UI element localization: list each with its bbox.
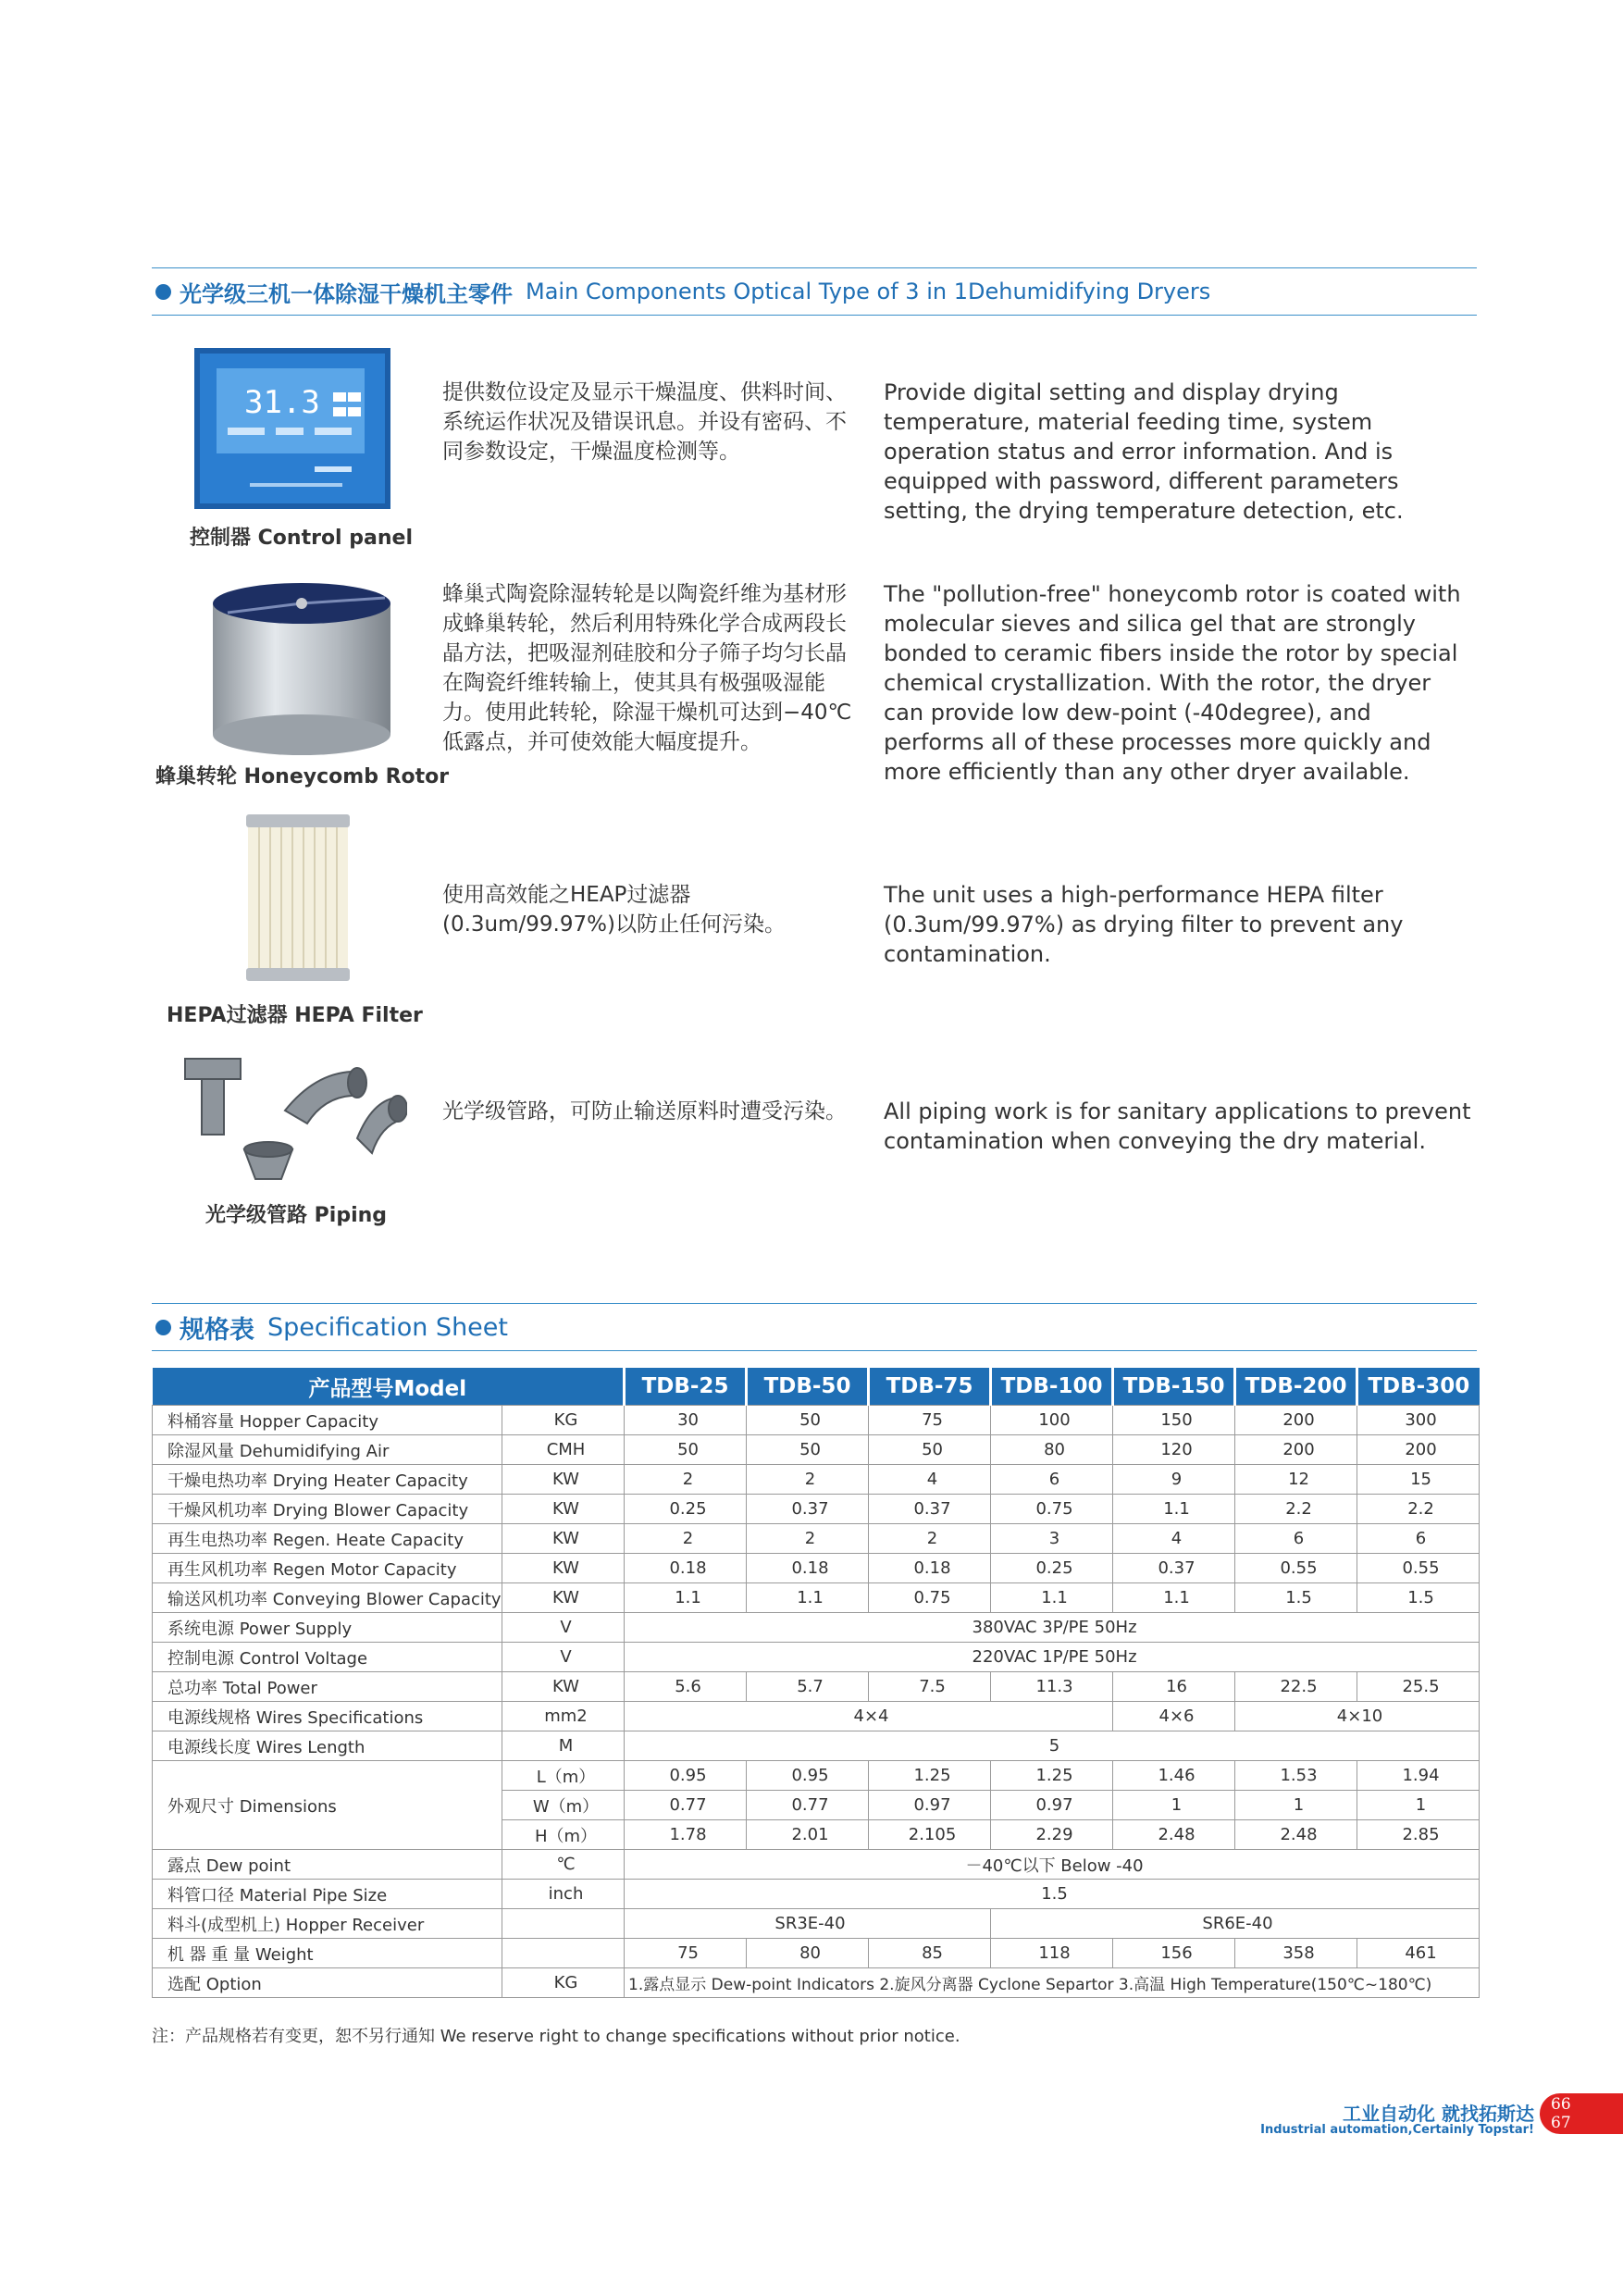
param-label: 露点 Dew point (153, 1850, 502, 1880)
value-cell: 50 (625, 1435, 747, 1465)
value-cell: 12 (1235, 1465, 1357, 1495)
page-number-tab (1540, 2093, 1623, 2134)
value-cell: 4 (869, 1465, 991, 1495)
value-cell: 0.37 (747, 1495, 869, 1524)
bullet-icon (155, 284, 171, 300)
value-cell: 2.85 (1357, 1820, 1480, 1850)
value-cell: 1 (1235, 1791, 1357, 1820)
unit-cell: mm2 (502, 1702, 625, 1731)
value-cell: 0.25 (625, 1495, 747, 1524)
value-cell: 80 (747, 1939, 869, 1968)
value-cell: 30 (625, 1406, 747, 1435)
value-cell: 6 (1235, 1524, 1357, 1554)
table-row (153, 1850, 1480, 1880)
value-cell: 0.55 (1235, 1554, 1357, 1583)
section-title-en: Specification Sheet (267, 1312, 508, 1342)
value-cell: 118 (991, 1939, 1113, 1968)
table-row (153, 1909, 1480, 1939)
value-cell: 0.18 (869, 1554, 991, 1583)
table-row (153, 1524, 1480, 1554)
value-cell: 0.18 (625, 1554, 747, 1583)
param-label: 选配 Option (153, 1968, 502, 1998)
value-cell: 380VAC 3P/PE 50Hz (625, 1613, 1480, 1643)
unit-cell: L（m） (502, 1761, 625, 1791)
caption-honeycomb-rotor: 蜂巢转轮 Honeycomb Rotor (155, 765, 450, 788)
table-row (153, 1435, 1480, 1465)
header-model-name: TDB-75 (869, 1368, 991, 1406)
value-cell: 0.77 (625, 1791, 747, 1820)
value-cell: 2 (625, 1524, 747, 1554)
param-label: 总功率 Total Power (153, 1672, 502, 1702)
value-cell: 4×10 (1235, 1702, 1480, 1731)
table-row (153, 1761, 1480, 1791)
value-cell: 1.25 (869, 1761, 991, 1791)
value-cell: 50 (869, 1435, 991, 1465)
unit-cell: CMH (502, 1435, 625, 1465)
value-cell: 0.97 (991, 1791, 1113, 1820)
value-cell: 1.5 (1357, 1583, 1480, 1613)
table-row (153, 1554, 1480, 1583)
table-row (153, 1406, 1480, 1435)
value-cell: 0.75 (991, 1495, 1113, 1524)
value-cell: 0.25 (991, 1554, 1113, 1583)
desc-en-control-panel: Provide digital setting and display drying temperature, material feeding time, system operation status and error information. And is equipped with password, different parameters setting, the drying temperature detection, etc. (884, 379, 1404, 524)
value-cell: 0.55 (1357, 1554, 1480, 1583)
value-cell: 300 (1357, 1406, 1480, 1435)
unit-cell: KW (502, 1583, 625, 1613)
table-row (153, 1465, 1480, 1495)
value-cell: 2.01 (747, 1820, 869, 1850)
value-cell: 2 (869, 1524, 991, 1554)
param-label: 电源线规格 Wires Specifications (153, 1702, 502, 1731)
section-header-spec (152, 1303, 1477, 1351)
unit-cell: M (502, 1731, 625, 1761)
footer-slogan-en: Industrial automation,Certainly Topstar! (1260, 2123, 1534, 2137)
param-label: 料桶容量 Hopper Capacity (153, 1406, 502, 1435)
value-cell: 1.78 (625, 1820, 747, 1850)
value-cell: 2.105 (869, 1820, 991, 1850)
control-panel-reading: 31.3 (244, 384, 320, 421)
table-row (153, 1702, 1480, 1731)
control-panel-image (194, 348, 390, 509)
param-label: 输送风机功率 Conveying Blower Capacity (153, 1583, 502, 1613)
value-cell: 1.1 (747, 1583, 869, 1613)
param-label: 外观尺寸 Dimensions (153, 1761, 502, 1850)
spec-table (152, 1368, 1480, 1998)
param-label: 料斗(成型机上) Hopper Receiver (153, 1909, 502, 1939)
honeycomb-rotor-image (209, 581, 394, 759)
value-cell: 2.48 (1113, 1820, 1235, 1850)
value-cell: 1.46 (1113, 1761, 1235, 1791)
value-cell: 2.2 (1235, 1495, 1357, 1524)
header-model-name: TDB-100 (991, 1368, 1113, 1406)
value-cell: 120 (1113, 1435, 1235, 1465)
value-cell: 0.37 (869, 1495, 991, 1524)
value-cell: 4×6 (1113, 1702, 1235, 1731)
unit-cell: KW (502, 1465, 625, 1495)
desc-zh-hepa-filter: 使用高效能之HEAP过滤器(0.3um/99.97%)以防止任何污染。 (442, 883, 786, 937)
value-cell: 1.1 (1113, 1495, 1235, 1524)
param-label: 再生电热功率 Regen. Heate Capacity (153, 1524, 502, 1554)
value-cell: 1.94 (1357, 1761, 1480, 1791)
unit-cell (502, 1909, 625, 1939)
value-cell: 1.1 (625, 1583, 747, 1613)
page-number: 66 (1551, 2095, 1571, 2114)
unit-cell: KG (502, 1406, 625, 1435)
page-number: 67 (1551, 2114, 1571, 2132)
table-row (153, 1939, 1480, 1968)
value-cell: 0.97 (869, 1791, 991, 1820)
value-cell: 156 (1113, 1939, 1235, 1968)
value-cell: 1 (1113, 1791, 1235, 1820)
unit-cell: W（m） (502, 1791, 625, 1820)
value-cell: 2 (747, 1524, 869, 1554)
value-cell: 0.95 (625, 1761, 747, 1791)
caption-hepa-filter: HEPA过滤器 HEPA Filter (167, 1004, 423, 1027)
value-cell: 1.5 (625, 1880, 1480, 1909)
value-cell: 200 (1235, 1406, 1357, 1435)
unit-cell: inch (502, 1880, 625, 1909)
value-cell: 1.1 (1113, 1583, 1235, 1613)
value-cell: 5.6 (625, 1672, 747, 1702)
value-cell: 461 (1357, 1939, 1480, 1968)
value-cell: 0.95 (747, 1761, 869, 1791)
param-label: 控制电源 Control Voltage (153, 1643, 502, 1672)
value-cell: 85 (869, 1939, 991, 1968)
table-row (153, 1880, 1480, 1909)
unit-cell: H（m） (502, 1820, 625, 1850)
unit-cell: KW (502, 1672, 625, 1702)
value-cell: SR6E-40 (991, 1909, 1480, 1939)
table-row (153, 1968, 1480, 1998)
value-cell: 7.5 (869, 1672, 991, 1702)
value-cell: 2 (625, 1465, 747, 1495)
value-cell: 1.25 (991, 1761, 1113, 1791)
value-cell: 5.7 (747, 1672, 869, 1702)
value-cell: 6 (991, 1465, 1113, 1495)
value-cell: 1.1 (991, 1583, 1113, 1613)
value-cell: 15 (1357, 1465, 1480, 1495)
value-cell: 25.5 (1357, 1672, 1480, 1702)
param-label: 机 器 重 量 Weight (153, 1939, 502, 1968)
value-cell: 5 (625, 1731, 1480, 1761)
value-cell: －40℃以下 Below -40 (625, 1850, 1480, 1880)
bullet-icon (155, 1320, 171, 1335)
value-cell: 1.5 (1235, 1583, 1357, 1613)
unit-cell: V (502, 1643, 625, 1672)
param-label: 电源线长度 Wires Length (153, 1731, 502, 1761)
table-header-row (153, 1368, 1480, 1406)
value-cell: 16 (1113, 1672, 1235, 1702)
table-row (153, 1672, 1480, 1702)
section-title-zh: 光学级三机一体除湿干燥机主零件 (180, 280, 513, 307)
header-model: 产品型号Model (153, 1368, 625, 1406)
value-cell: 4 (1113, 1524, 1235, 1554)
value-cell: 0.37 (1113, 1554, 1235, 1583)
value-cell: 80 (991, 1435, 1113, 1465)
value-cell: 100 (991, 1406, 1113, 1435)
value-cell: 22.5 (1235, 1672, 1357, 1702)
table-row (153, 1495, 1480, 1524)
value-cell: 6 (1357, 1524, 1480, 1554)
header-model-name: TDB-150 (1113, 1368, 1235, 1406)
table-row (153, 1643, 1480, 1672)
value-cell: 50 (747, 1435, 869, 1465)
desc-en-hepa-filter: The unit uses a high-performance HEPA filter (0.3um/99.97%) as drying filter to prevent any contamination. (884, 882, 1404, 967)
param-label: 系统电源 Power Supply (153, 1613, 502, 1643)
table-row (153, 1613, 1480, 1643)
hepa-filter-image (246, 813, 350, 983)
value-cell: 2 (747, 1465, 869, 1495)
desc-zh-control-panel: 提供数位设定及显示干燥温度、供料时间、系统运作状况及错误讯息。并设有密码、不同参数设定，干燥温度检测等。 (442, 380, 847, 464)
value-cell: 1.露点显示 Dew-point Indicators 2.旋风分离器 Cyclone Separtor 3.高温 High Temperature(150℃~180℃) (625, 1968, 1480, 1998)
value-cell: 75 (625, 1939, 747, 1968)
header-model-name: TDB-200 (1235, 1368, 1357, 1406)
value-cell: SR3E-40 (625, 1909, 991, 1939)
unit-cell: KG (502, 1968, 625, 1998)
footer-slogan-zh: 工业自动化 就找拓斯达 (1343, 2103, 1534, 2125)
unit-cell: V (502, 1613, 625, 1643)
value-cell: 2.29 (991, 1820, 1113, 1850)
value-cell: 4×4 (625, 1702, 1113, 1731)
value-cell: 50 (747, 1406, 869, 1435)
value-cell: 2.2 (1357, 1495, 1480, 1524)
value-cell: 2.48 (1235, 1820, 1357, 1850)
value-cell: 220VAC 1P/PE 50Hz (625, 1643, 1480, 1672)
unit-cell: KW (502, 1554, 625, 1583)
unit-cell: KW (502, 1495, 625, 1524)
header-model-name: TDB-300 (1357, 1368, 1480, 1406)
caption-control-panel: 控制器 Control panel (190, 527, 413, 550)
desc-zh-honeycomb-rotor: 蜂巢式陶瓷除湿转轮是以陶瓷纤维为基材形成蜂巢转轮，然后利用特殊化学合成两段长晶方法，把吸湿剂硅胶和分子筛子均匀长晶在陶瓷纤维转输上，使其具有极强吸湿能力。使用此转轮，除湿干燥机可达到−40℃低露点，并可使效能大幅度提升。 (442, 582, 852, 754)
section-header-components (152, 267, 1477, 316)
desc-en-piping: All piping work is for sanitary applications to prevent contamination when conveying the dry material. (884, 1098, 1471, 1154)
footnote: 注：产品规格若有变更，恕不另行通知 We reserve right to change specifications without prior notice. (152, 2027, 960, 2046)
table-row (153, 1731, 1480, 1761)
value-cell: 9 (1113, 1465, 1235, 1495)
header-model-name: TDB-50 (747, 1368, 869, 1406)
param-label: 料管口径 Material Pipe Size (153, 1880, 502, 1909)
piping-image (176, 1046, 407, 1185)
param-label: 再生风机功率 Regen Motor Capacity (153, 1554, 502, 1583)
header-model-name: TDB-25 (625, 1368, 747, 1406)
value-cell: 150 (1113, 1406, 1235, 1435)
value-cell: 0.18 (747, 1554, 869, 1583)
value-cell: 75 (869, 1406, 991, 1435)
value-cell: 1 (1357, 1791, 1480, 1820)
unit-cell: KW (502, 1524, 625, 1554)
value-cell: 0.75 (869, 1583, 991, 1613)
value-cell: 3 (991, 1524, 1113, 1554)
section-title-en: Main Components Optical Type of 3 in 1Dehumidifying Dryers (526, 279, 1211, 304)
unit-cell (502, 1939, 625, 1968)
desc-en-honeycomb-rotor: The "pollution-free" honeycomb rotor is coated with molecular sieves and silica gel that are strongly bonded to ceramic fibers inside the rotor by special chemical crystallization. With the rotor, the dryer can provide low dew-point (-40degree), and performs all of these processes more quickly and more efficiently than any other dryer available. (884, 581, 1461, 785)
value-cell: 1.53 (1235, 1761, 1357, 1791)
unit-cell: ℃ (502, 1850, 625, 1880)
table-row (153, 1583, 1480, 1613)
value-cell: 200 (1357, 1435, 1480, 1465)
value-cell: 0.77 (747, 1791, 869, 1820)
value-cell: 358 (1235, 1939, 1357, 1968)
param-label: 干燥电热功率 Drying Heater Capacity (153, 1465, 502, 1495)
value-cell: 200 (1235, 1435, 1357, 1465)
section-title-zh: 规格表 (180, 1315, 254, 1345)
desc-zh-piping: 光学级管路，可防止输送原料时遭受污染。 (442, 1099, 847, 1123)
caption-piping: 光学级管路 Piping (205, 1204, 388, 1227)
value-cell: 11.3 (991, 1672, 1113, 1702)
param-label: 除湿风量 Dehumidifying Air (153, 1435, 502, 1465)
param-label: 干燥风机功率 Drying Blower Capacity (153, 1495, 502, 1524)
